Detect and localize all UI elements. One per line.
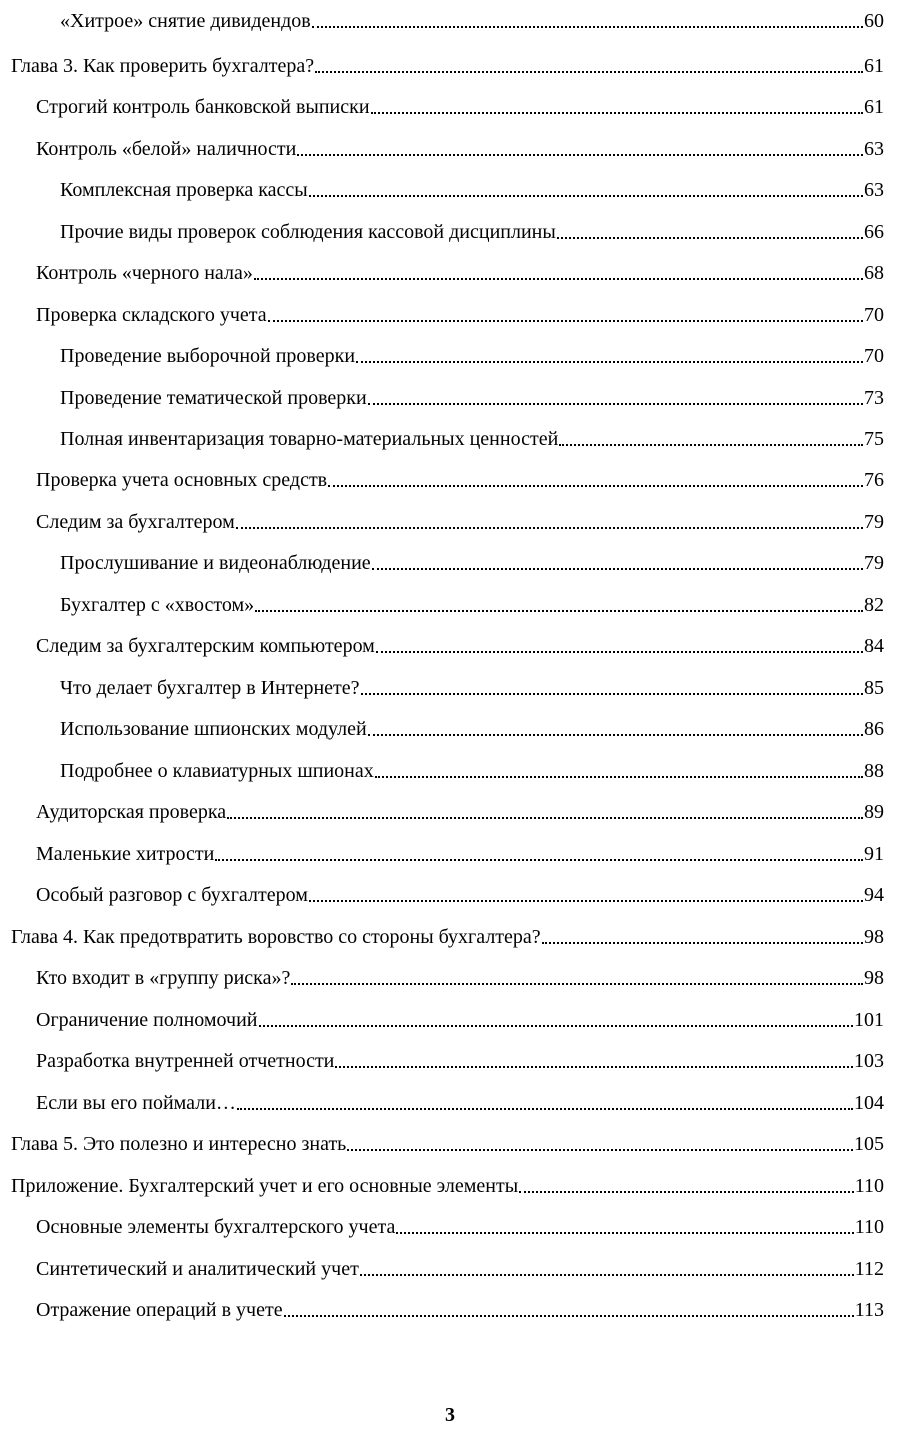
toc-entry[interactable] — [36, 1006, 884, 1032]
dot-leader — [368, 734, 863, 736]
dot-leader — [291, 983, 863, 985]
toc-entry-title: Проведение выборочной проверки — [60, 345, 356, 367]
toc-entry[interactable] — [11, 1172, 884, 1198]
toc-entry-page: 61 — [864, 55, 884, 77]
toc-entry-title: Следим за бухгалтерским компьютером — [36, 635, 375, 657]
dot-leader — [375, 776, 863, 778]
dot-leader — [335, 1066, 853, 1068]
dot-leader — [259, 1025, 854, 1027]
dot-leader — [519, 1191, 854, 1193]
toc-entry-page: 68 — [864, 262, 884, 284]
toc-entry-title: Проверка учета основных средств — [36, 469, 328, 491]
toc-entry[interactable] — [36, 301, 884, 327]
toc-entry-title: Синтетический и аналитический учет — [36, 1258, 359, 1280]
toc-entry-page: 94 — [864, 884, 884, 906]
toc-entry-page: 110 — [854, 1175, 884, 1197]
toc-entry-title: Глава 5. Это полезно и интересно знать — [11, 1133, 347, 1155]
toc-entry-title: Приложение. Бухгалтерский учет и его основные элементы — [11, 1175, 519, 1197]
toc-entry[interactable] — [36, 1213, 884, 1239]
toc-entry[interactable] — [11, 52, 884, 78]
toc-entry-page: 86 — [864, 718, 884, 740]
toc-entry-title: Основные элементы бухгалтерского учета — [36, 1216, 396, 1238]
toc-entry[interactable] — [60, 7, 884, 33]
toc-entry-page: 110 — [854, 1216, 884, 1238]
toc-entry[interactable] — [60, 549, 884, 575]
toc-entry-page: 98 — [864, 926, 884, 948]
toc-entry[interactable] — [60, 674, 884, 700]
dot-leader — [236, 527, 863, 529]
toc-entry[interactable] — [11, 1130, 884, 1156]
toc-entry-page: 103 — [854, 1050, 884, 1072]
toc-entry-title: Контроль «черного нала» — [36, 262, 253, 284]
toc-entry-title: Полная инвентаризация товарно-материальных ценностей — [60, 428, 559, 450]
toc-entry-title: Бухгалтер с «хвостом» — [60, 594, 255, 616]
dot-leader — [237, 1108, 853, 1110]
toc-entry-title: Что делает бухгалтер в Интернете? — [60, 677, 360, 699]
toc-entry-title: Кто входит в «группу риска»? — [36, 967, 291, 989]
toc-entry[interactable] — [36, 508, 884, 534]
toc-entry-page: 112 — [854, 1258, 884, 1280]
dot-leader — [254, 278, 863, 280]
toc-entry-page: 89 — [864, 801, 884, 823]
dot-leader — [356, 361, 863, 363]
toc-entry-title: Проведение тематической проверки — [60, 387, 367, 409]
toc-entry-title: Подробнее о клавиатурных шпионах — [60, 760, 374, 782]
toc-entry-page: 75 — [864, 428, 884, 450]
toc-entry-page: 70 — [864, 345, 884, 367]
toc-entry-page: 113 — [854, 1299, 884, 1321]
toc-entry-title: Строгий контроль банковской выписки — [36, 96, 370, 118]
toc-entry-page: 105 — [854, 1133, 884, 1155]
toc-entry-title: Особый разговор с бухгалтером — [36, 884, 308, 906]
toc-entry[interactable] — [36, 259, 884, 285]
toc-entry-page: 88 — [864, 760, 884, 782]
dot-leader — [372, 568, 863, 570]
toc-entry-page: 101 — [854, 1009, 884, 1031]
toc-entry-title: Контроль «белой» наличности — [36, 138, 297, 160]
toc-entry-page: 60 — [864, 10, 884, 32]
toc-entry-title: Прослушивание и видеонаблюдение — [60, 552, 371, 574]
dot-leader — [268, 320, 863, 322]
dot-leader — [284, 1315, 854, 1317]
toc-entry-title: Глава 4. Как предотвратить воровство со стороны бухгалтера? — [11, 926, 541, 948]
toc-entry[interactable] — [60, 425, 884, 451]
toc-entry-page: 82 — [864, 594, 884, 616]
toc-entry-title: Использование шпионских модулей — [60, 718, 367, 740]
toc-entry[interactable] — [36, 1296, 884, 1322]
toc-entry-page: 76 — [864, 469, 884, 491]
toc-entry-page: 104 — [854, 1092, 884, 1114]
page-number: 3 — [445, 1404, 455, 1426]
toc-entry-title: Маленькие хитрости — [36, 843, 215, 865]
toc-entry-page: 63 — [864, 179, 884, 201]
toc-entry[interactable] — [36, 93, 884, 119]
toc-entry-title: Проверка складского учета — [36, 304, 267, 326]
dot-leader — [396, 1232, 853, 1234]
toc-entry[interactable] — [36, 881, 884, 907]
dot-leader — [368, 403, 863, 405]
toc-entry[interactable] — [36, 840, 884, 866]
dot-leader — [542, 942, 863, 944]
toc-entry[interactable] — [60, 715, 884, 741]
dot-leader — [255, 610, 863, 612]
toc-entry[interactable] — [36, 466, 884, 492]
toc-entry[interactable] — [36, 632, 884, 658]
toc-entry[interactable] — [36, 1089, 884, 1115]
toc-entry-page: 91 — [864, 843, 884, 865]
dot-leader — [309, 900, 863, 902]
dot-leader — [215, 859, 863, 861]
dot-leader — [361, 693, 863, 695]
dot-leader — [328, 485, 863, 487]
toc-entry-title: Аудиторская проверка — [36, 801, 227, 823]
toc-entry-page: 63 — [864, 138, 884, 160]
toc-entry[interactable] — [36, 135, 884, 161]
dot-leader — [557, 237, 863, 239]
toc-entry[interactable] — [60, 176, 884, 202]
toc-entry[interactable] — [36, 1047, 884, 1073]
toc-entry-page: 84 — [864, 635, 884, 657]
toc-entry[interactable] — [36, 964, 884, 990]
toc-entry-page: 85 — [864, 677, 884, 699]
toc-entry-title: Разработка внутренней отчетности — [36, 1050, 335, 1072]
toc-entry[interactable] — [36, 1255, 884, 1281]
toc-entry-page: 79 — [864, 511, 884, 533]
toc-entry[interactable] — [60, 384, 884, 410]
toc-entry-page: 61 — [864, 96, 884, 118]
toc-entry-title: Комплексная проверка кассы — [60, 179, 308, 201]
toc-entry-title: Ограничение полномочий — [36, 1009, 258, 1031]
dot-leader — [297, 154, 863, 156]
toc-entry-title: Следим за бухгалтером — [36, 511, 235, 533]
dot-leader — [309, 195, 863, 197]
toc-entry[interactable] — [60, 342, 884, 368]
toc-entry[interactable] — [36, 798, 884, 824]
dot-leader — [371, 112, 863, 114]
toc-entry-title: Если вы его поймали… — [36, 1092, 236, 1114]
toc-entry[interactable] — [60, 757, 884, 783]
dot-leader — [376, 651, 863, 653]
toc-entry-title: Глава 3. Как проверить бухгалтера? — [11, 55, 315, 77]
toc-entry[interactable] — [60, 218, 884, 244]
dot-leader — [347, 1149, 853, 1151]
toc-entry-page: 73 — [864, 387, 884, 409]
dot-leader — [315, 71, 863, 73]
toc-entry-title: Прочие виды проверок соблюдения кассовой дисциплины — [60, 221, 556, 243]
toc-entry-page: 66 — [864, 221, 884, 243]
dot-leader — [312, 26, 863, 28]
dot-leader — [227, 817, 863, 819]
toc-entry-title: Отражение операций в учете — [36, 1299, 283, 1321]
dot-leader — [360, 1274, 854, 1276]
dot-leader — [559, 444, 863, 446]
toc-entry-page: 98 — [864, 967, 884, 989]
toc-entry-page: 70 — [864, 304, 884, 326]
toc-entry[interactable] — [60, 591, 884, 617]
toc-entry[interactable] — [11, 923, 884, 949]
toc-entry-title: «Хитрое» снятие дивидендов — [60, 10, 311, 32]
toc-entry-page: 79 — [864, 552, 884, 574]
